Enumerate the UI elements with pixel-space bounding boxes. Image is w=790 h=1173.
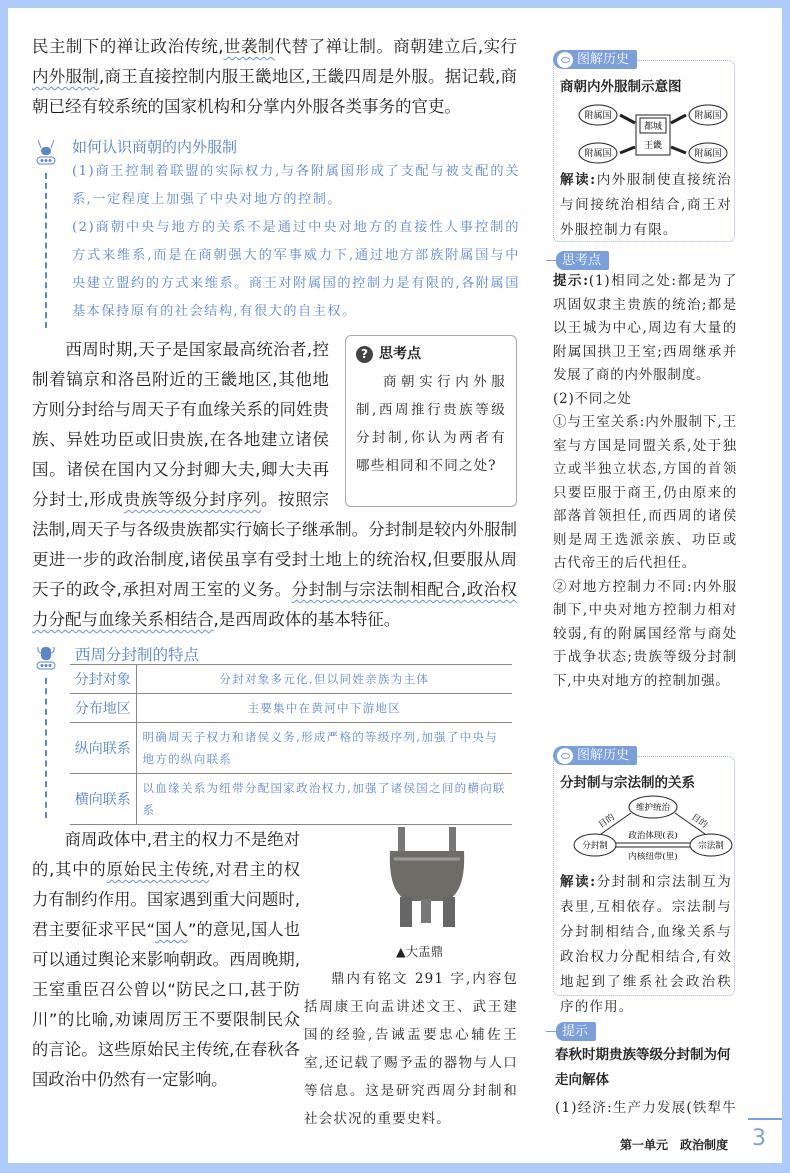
- row-value: 以血缘关系为纽带分配国家政治权力,加强了诸侯国之间的横向联系: [136, 774, 512, 825]
- arrow-label: 目的: [597, 812, 617, 831]
- hint-title: 春秋时期贵族等级分封制为何走向解体: [555, 1047, 731, 1088]
- text: ”的意见,国人也可以通过舆论来影响朝政。西周晚期,王室重臣召公曾以“防民之口,甚于防川”的比喻,劝谏周厉王不要限制民众的言论。这些原始民主传统,在春秋各国政治中仍然有一定影响。: [32, 920, 300, 1089]
- diagram-title: 分封制与宗法制的关系: [560, 775, 695, 791]
- dashed-divider: [45, 678, 47, 818]
- row-value: 明确周天子权力和诸侯义务,形成严格的等级序列,加强了中央与地方的纵向联系: [136, 723, 512, 774]
- text: 。按照宗法制,周天子与各级贵族都实行嫡长子继承制。分封制是较内外服制更进一步的政治制度,诸侯虽享有受封土地上的统治权,但要服从周天子的政令,承担对周王室的义务。: [32, 490, 517, 599]
- key-term: 内外服制: [32, 67, 99, 86]
- text: 分封制和宗法制互为表里,互相依存。宗法制与分封制相结合,血缘关系与政治权力分配相结合,有效地起到了维系社会政治秩序的作用。: [560, 874, 732, 1015]
- textbook-page: [8, 8, 782, 1163]
- tag-label: 图解历史: [577, 748, 630, 763]
- capital-label: 都城: [643, 122, 663, 132]
- text: ,商王直接控制内服王畿地区,王畿四周是外服。据记载,商朝已经有较系统的国家机构和分掌内外服各类事务的官吏。: [32, 67, 517, 116]
- tag-label: 思考点: [562, 253, 602, 268]
- key-term: 分封制与宗法制相配合,政治权力分配与血缘关系相结合: [32, 580, 518, 629]
- label: 解读:: [560, 874, 597, 890]
- node-label: 附属国: [584, 149, 612, 159]
- robot-icon: [35, 138, 57, 168]
- shang-diagram: [578, 103, 728, 168]
- interpretation: [560, 870, 732, 1020]
- arrow-label: 内核纽带(里): [628, 852, 678, 862]
- row-key: 纵向联系: [70, 723, 136, 774]
- key-term: 原始民主传统: [106, 860, 210, 879]
- table-title: 西周分封制的特点: [75, 646, 200, 664]
- eye-icon: [557, 52, 573, 68]
- illustrated-history-tag: [553, 50, 637, 69]
- relation-diagram: [573, 793, 733, 868]
- node-label: 附属国: [694, 111, 722, 121]
- hint-line: ①与王室关系:内外服制下,王室与方国是同盟关系,处于独立或半独立状态,方国的首领只要臣服于商王,仍由原来的部落首领担任,而西周的诸侯则是周王选派亲族、功臣或古代帝王的后代担任。: [553, 414, 737, 571]
- features-table: [70, 664, 512, 825]
- page-number: 3: [752, 1126, 766, 1151]
- arrow-label: 政治体现(表): [628, 831, 678, 841]
- key-term: 世袭制: [223, 37, 275, 56]
- illustrated-history-tag: [553, 746, 637, 765]
- tag-line: [546, 260, 556, 261]
- hint-text: (1)经济:生产力发展(铁犁牛: [555, 1100, 737, 1116]
- figure-description: 鼎内有铭文 291 字,内容包括周康王向盂讲述文王、武王建国的经验,告诫盂要忠心辅佐王室,还记载了赐予盂的器物与人口等信息。这是研究西周分封制和社会状况的重要史料。: [304, 971, 518, 1127]
- text: 商周政体中,君主的权力不是绝对的,其中的: [32, 830, 300, 879]
- hint-tag: [556, 1022, 596, 1041]
- hint-answer: [553, 270, 737, 693]
- interpretation: [560, 168, 732, 243]
- text: (1)相同之处:都是为了巩固奴隶主贵族的统治;都是以王城为中心,周边有大量的附属国拱卫王室;西周继承并发展了商的内外服制度。: [553, 273, 737, 383]
- table-row: [70, 665, 512, 694]
- arrow-label: 目的: [689, 812, 709, 831]
- diagram-title: 商朝内外服制示意图: [560, 79, 682, 95]
- node-label: 附属国: [694, 149, 722, 159]
- paragraph-democratic-tradition: [32, 825, 300, 1095]
- hint-line: [553, 270, 737, 388]
- table-row: [70, 774, 512, 825]
- tag-label: 提示: [562, 1024, 589, 1039]
- text: 代替了禅让制。商朝建立后,实行: [274, 37, 518, 56]
- think-point-tag: [556, 251, 609, 270]
- text: ,是西周政体的基本特征。: [213, 610, 401, 629]
- eye-icon: [557, 748, 573, 764]
- label: 解读:: [560, 172, 597, 188]
- dashed-divider: [45, 173, 47, 328]
- node-label: 宗法制: [698, 841, 724, 851]
- unit-label: 第一单元 政治制度: [620, 1138, 729, 1152]
- node-label: 附属国: [584, 111, 612, 121]
- node-label: 维护统治: [635, 803, 671, 813]
- note-title: 如何认识商朝的内外服制: [72, 138, 238, 156]
- think-text: 商朝实行内外服制,西周推行贵族等级分封制,你认为两者有哪些相同和不同之处?: [356, 374, 506, 474]
- label: 提示:: [553, 273, 589, 289]
- row-value: 主要集中在黄河中下游地区: [136, 694, 512, 723]
- node-label: 分封制: [582, 841, 608, 851]
- footer-rule: [748, 1118, 782, 1120]
- text: ,对君主的权力有制约作用。国家遇到重大问题时,君主要征求平民“: [32, 860, 300, 939]
- robot-icon: [35, 643, 57, 673]
- think-title: 思考点: [379, 346, 421, 362]
- text: 内外服制使直接统治与间接统治相结合,商王对外服控制力有限。: [560, 172, 732, 238]
- da-yu-ding-image: [386, 823, 468, 928]
- note-item: (1)商王控制着联盟的实际权力,与各附属国形成了支配与被支配的关系,一定程度上加强了中央对地方的控制。: [72, 164, 520, 207]
- hint-line: ②对地方控制力不同:内外服制下,中央对地方控制力相对较弱,有的附属国经常与商处于战争状态;贵族等级分封制下,中央对地方的控制加强。: [553, 578, 737, 689]
- text: 西周时期,天子是国家最高统治者,控制着镐京和洛邑附近的王畿地区,其他地方则分封给与周天子有血缘关系的同姓贵族、异姓功臣或旧贵族,在各地建立诸侯国。诸侯在国内又分封卿大夫,卿大夫再分封士,形成: [32, 340, 329, 509]
- key-term: 国人: [155, 920, 188, 939]
- paragraph-western-zhou: [32, 335, 517, 635]
- think-box: [345, 335, 517, 507]
- note-item: (2)商朝中央与地方的关系不是通过中央对地方的直接性人事控制的方式来维系,而是在商朝强大的军事威力下,通过地方部族附属国与中央建立盟约的方式来维系。商王对附属国的控制力是有限的,各附属国基本保持原有的社会结构,有很大的自主权。: [72, 220, 520, 319]
- hint-line: (2)不同之处: [553, 390, 632, 407]
- figure-caption: ▲大盂鼎: [396, 944, 444, 959]
- row-key: 横向联系: [70, 774, 136, 825]
- table-row: [70, 723, 512, 774]
- row-key: 分封对象: [70, 665, 136, 694]
- royal-domain-label: 王畿: [643, 141, 663, 151]
- row-value: 分封对象多元化,但以同姓亲族为主体: [136, 665, 512, 694]
- tag-line: [546, 1031, 556, 1032]
- text: 民主制下的禅让政治传统,: [32, 37, 224, 56]
- question-icon: ?: [356, 346, 373, 363]
- key-term: 贵族等级分封序列: [123, 490, 262, 509]
- paragraph-shang-system: [32, 32, 517, 122]
- tag-label: 图解历史: [577, 52, 630, 67]
- note-body: [72, 158, 520, 326]
- table-row: [70, 694, 512, 723]
- row-key: 分布地区: [70, 694, 136, 723]
